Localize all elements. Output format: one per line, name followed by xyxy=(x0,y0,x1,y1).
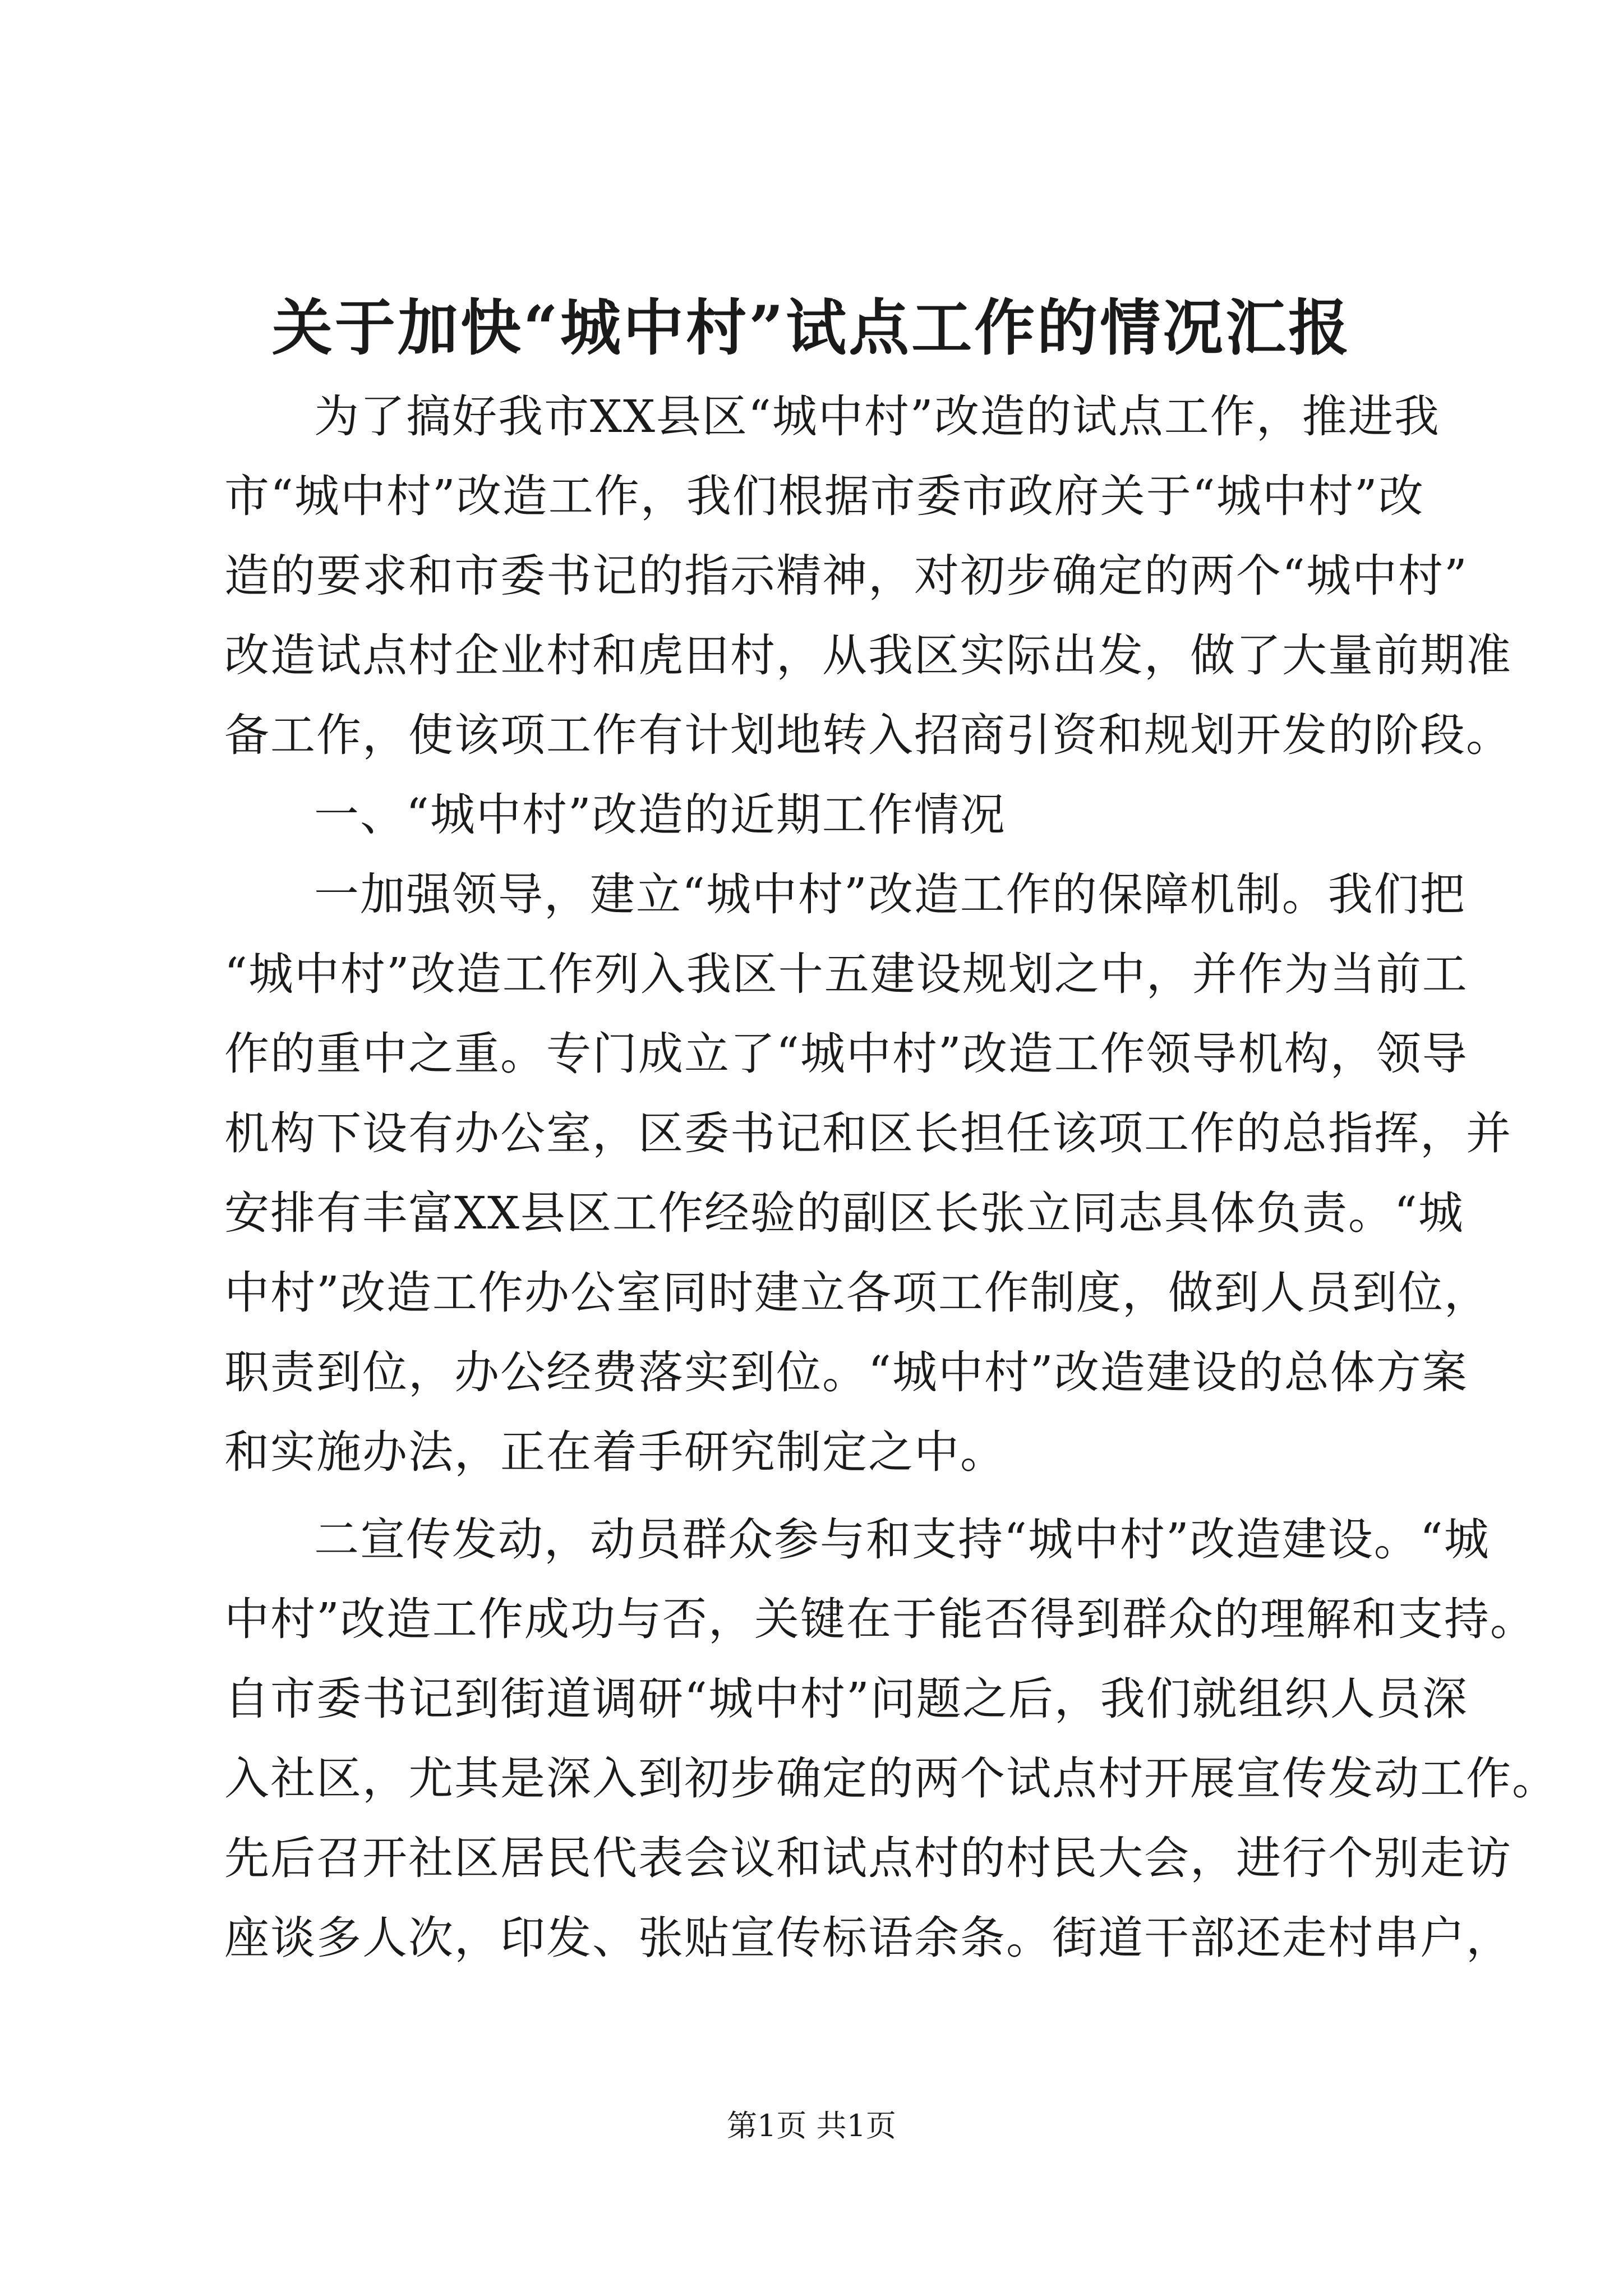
paragraph-line: 改造试点村企业村和虎田村，从我区实际出发，做了大量前期准 xyxy=(224,629,1512,682)
paragraph-line: 机构下设有办公室，区委书记和区长担任该项工作的总指挥，并 xyxy=(224,1107,1512,1159)
paragraph-line: 造的要求和市委书记的指示精神，对初步确定的两个“城中村” xyxy=(224,550,1468,602)
paragraph-line: 中村”改造工作成功与否，关键在于能否得到群众的理解和支持。 xyxy=(224,1593,1536,1645)
paragraph-line: 安排有丰富XX县区工作经验的副区长张立同志具体负责。“城 xyxy=(224,1187,1464,1239)
section-heading: 一、“城中村”改造的近期工作情况 xyxy=(314,789,1006,841)
paragraph-line: 作的重中之重。专门成立了“城中村”改造工作领导机构，领导 xyxy=(224,1028,1468,1080)
paragraph-line: 市“城中村”改造工作，我们根据市委市政府关于“城中村”改 xyxy=(224,470,1424,522)
paragraph-line: 座谈多人次，印发、张贴宣传标语余条。街道干部还走村串户， xyxy=(224,1912,1512,1964)
document-title: 关于加快“城中村”试点工作的情况汇报 xyxy=(271,293,1352,364)
paragraph-line: 自市委书记到街道调研“城中村”问题之后，我们就组织人员深 xyxy=(224,1673,1468,1725)
paragraph-line: 备工作，使该项工作有计划地转入招商引资和规划开发的阶段。 xyxy=(224,709,1512,761)
paragraph-line: 为了搞好我市XX县区“城中村”改造的试点工作，推进我 xyxy=(314,390,1440,443)
paragraph-line: 一加强领导，建立“城中村”改造工作的保障机制。我们把 xyxy=(314,868,1466,921)
document-body xyxy=(224,377,1558,1978)
page-footer: 第1页 共1页 xyxy=(727,2108,896,2143)
paragraph-line: 二宣传发动，动员群众参与和支持“城中村”改造建设。“城 xyxy=(314,1513,1490,1566)
paragraph-line: 职责到位，办公经费落实到位。“城中村”改造建设的总体方案 xyxy=(224,1346,1468,1398)
paragraph-line: “城中村”改造工作列入我区十五建设规划之中，并作为当前工 xyxy=(224,948,1468,1000)
paragraph-line: 入社区，尤其是深入到初步确定的两个试点村开展宣传发动工作。 xyxy=(224,1752,1558,1805)
paragraph-line: 中村”改造工作办公室同时建立各项工作制度，做到人员到位， xyxy=(224,1267,1490,1319)
paragraph-line: 和实施办法，正在着手研究制定之中。 xyxy=(224,1426,1006,1478)
paragraph-line: 先后召开社区居民代表会议和试点村的村民大会，进行个别走访 xyxy=(224,1832,1512,1884)
